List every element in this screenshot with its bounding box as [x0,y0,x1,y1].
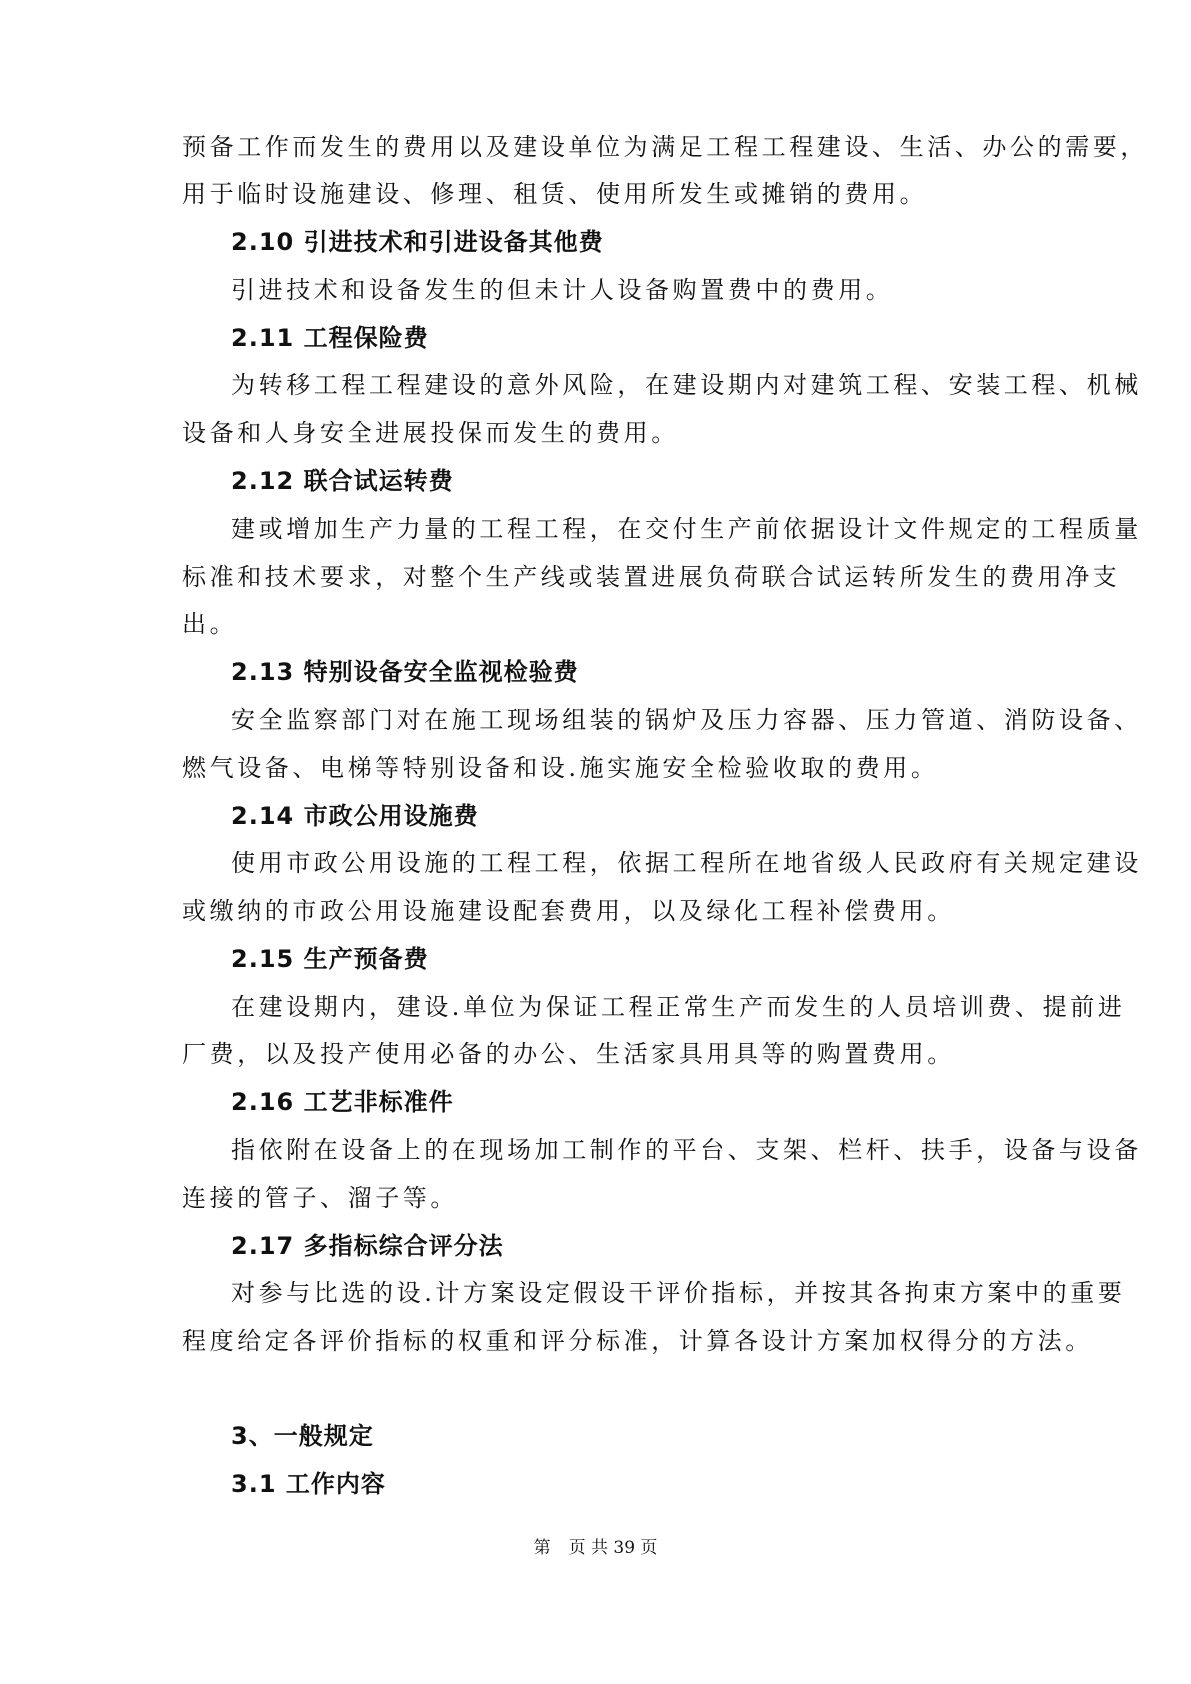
heading-2-17: 2.17 多指标综合评分法 [231,1232,504,1260]
para-2-12-line-1: 建或增加生产力量的工程工程，在交付生产前依据设计文件规定的工程质量 [231,515,1142,543]
heading-2-13: 2.13 特别设备安全监视检验费 [231,658,579,686]
footer-suffix: 页 [640,1538,658,1558]
para-2-9-line-2: 预备工作而发生的费用以及建设单位为满足工程工程建设、生活、办公的需要， [182,133,1148,161]
para-2-17-line-1: 对参与比选的设.计方案设定假设干评价指标，并按其各拘束方案中的重要 [231,1279,1126,1307]
para-2-16-line-1: 指依附在设备上的在现场加工制作的平台、支架、栏杆、扶手，设备与设备 [231,1136,1142,1164]
para-2-17-line-2: 程度给定各评价指标的权重和评分标准，计算各设计方案加权得分的方法。 [182,1327,1093,1355]
para-2-14-line-2: 或缴纳的市政公用设施建设配套费用，以及绿化工程补偿费用。 [182,897,955,925]
para-2-12-line-2: 标准和技术要求，对整个生产线或装置进展负荷联合试运转所发生的费用净支 [182,563,1121,591]
footer-prefix: 第 [533,1538,551,1558]
page-footer [0,1536,1191,1560]
heading-3: 3、一般规定 [231,1422,374,1450]
para-2-13-line-2: 燃气设备、电梯等特别设备和设.施实施安全检验收取的费用。 [182,754,939,782]
para-2-14-line-1: 使用市政公用设施的工程工程，依据工程所在地省级人民政府有关规定建设 [231,849,1142,877]
heading-2-12: 2.12 联合试运转费 [231,467,454,495]
heading-3-1: 3.1 工作内容 [231,1470,386,1498]
para-2-11-line-1: 为转移工程工程建设的意外风险，在建设期内对建筑工程、安装工程、机械 [231,371,1142,399]
heading-2-10: 2.10 引进技术和引进设备其他费 [231,228,604,256]
para-2-15-line-2: 厂费，以及投产使用必备的办公、生活家具用具等的购置费用。 [182,1040,955,1068]
heading-2-11: 2.11 工程保险费 [231,324,429,352]
footer-total-pages: 39 [613,1538,636,1558]
heading-2-16: 2.16 工艺非标准件 [231,1088,454,1116]
para-2-11-line-2: 设备和人身安全进展投保而发生的费用。 [182,419,679,447]
para-2-10-line-1: 引进技术和设备发生的但未计人设备购置费中的费用。 [231,276,894,304]
para-2-12-line-3: 出。 [182,610,238,638]
para-2-9-line-3: 用于临时设施建设、修理、租赁、使用所发生或摊销的费用。 [182,180,928,208]
heading-2-15: 2.15 生产预备费 [231,945,429,973]
footer-middle: 页 共 [568,1538,608,1558]
heading-2-14: 2.14 市政公用设施费 [231,802,479,830]
para-2-15-line-1: 在建设期内，建设.单位为保证工程正常生产而发生的人员培训费、提前进 [231,993,1126,1021]
para-2-13-line-1: 安全监察部门对在施工现场组装的锅炉及压力容器、压力管道、消防设备、 [231,706,1142,734]
para-2-16-line-2: 连接的管子、溜子等。 [182,1184,458,1212]
